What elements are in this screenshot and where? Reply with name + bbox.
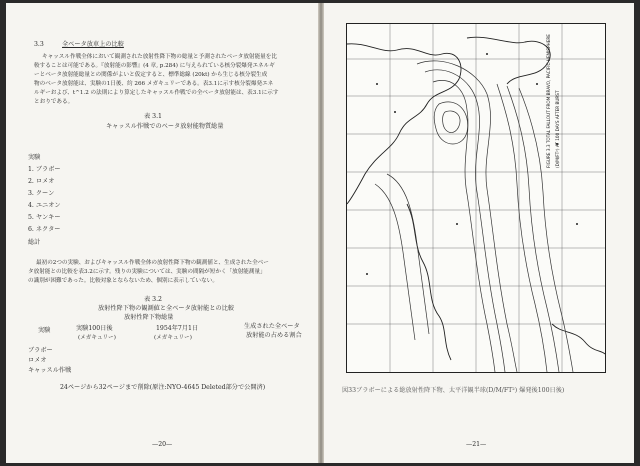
test-row: 4. ユニオン [28, 202, 61, 209]
map-units-label: (D/M/FT²) AT 100 DAYS AFTER BURST [555, 90, 560, 168]
right-page [324, 3, 634, 463]
test-row: 2. ロメオ [28, 178, 55, 185]
table2-header-test: 実験 [38, 327, 51, 334]
para1-line-1: キャッスル作戦全体において観測された放射性降下物の総量と予測されたベータ放射能量を比 [42, 54, 277, 60]
table2-header-col2-unit: (メガキュリー) [154, 335, 192, 341]
para1-line-5: ルギーおよび、t^1.2 の法則により算定したキャッスル作戦での全ベータ放射能は、表3.1に示す [34, 90, 279, 96]
test-row: 6. ネクター [28, 226, 61, 233]
figure-caption: 図33ブラボーによる総放射性降下物、太平洋観半球(D/M/FT²) 爆発後100日後) [342, 387, 565, 394]
left-page [6, 3, 318, 463]
deletion-footnote: 24ページから32ページまで削除(原注:NYO-4645 Deleted部分で公開済) [60, 384, 266, 391]
para2-line-3: の識別が困難であった。比較対象とならないため、個別に表示していない。 [28, 278, 218, 284]
table2-row: ブラボー [28, 347, 53, 354]
para2-line-1: 最初の2つの実験、およびキャッスル作戦全体の放射性降下物の観測値と、生成された全ベー [36, 260, 269, 266]
table2-title: 放射性降下物の観測値と全ベータ放射能との比較 [98, 305, 235, 312]
para1-line-3: ーとベータ放射能総量との関係がよいと仮定すると、標準総線 (20kt) から生じる核分裂生成 [34, 72, 268, 78]
table1-column-header: 実験 [28, 154, 41, 161]
section-number: 3.3 [34, 41, 44, 48]
para1-line-2: 較することは可能である。『放射能の影響』(4 章, p.284) に与えられている核分裂爆発エネルギ [34, 63, 275, 69]
table2-subtitle: 放射性降下物総量 [124, 314, 174, 321]
table2-header-col1-unit: (メガキュリー) [78, 335, 116, 341]
page-number: —20— [152, 441, 173, 448]
para1-line-6: とおりである。 [34, 99, 74, 105]
fallout-contour-map [346, 23, 606, 373]
map-title-label: FIGURE 3.3 TOTAL FALLOUT FROM BRAVO, PACIFIC HEMISPHERE [546, 34, 551, 168]
contour-map-figure [347, 24, 605, 372]
test-row: 1. ブラボー [28, 166, 61, 173]
table2-row: キャッスル作戦 [28, 367, 72, 374]
table2-number: 表 3.2 [144, 296, 162, 303]
para1-line-4: 物のベータ放射能は、実験の1日後、約 266 メガキュリーである。表3.1に示す核分裂爆発エネ [34, 81, 274, 87]
table2-header-col2: 1954年7月1日 [156, 325, 199, 332]
table1-total-label: 総計 [28, 239, 41, 246]
table2-header-col3-line1: 生成された全ベータ [244, 323, 300, 330]
table2-header-col3-line2: 放射能の占める割合 [246, 332, 302, 339]
para2-line-2: タ放射能との比較を表3.2に示す。残りの実験については、実験の間隔が短かく「放射能測量」 [28, 269, 266, 275]
table2-row: ロメオ [28, 357, 47, 364]
section-title: 全ベータ放車上の比較 [62, 41, 124, 48]
table1-title: キャッスル作戦でのベータ放射能物質総量 [106, 123, 224, 130]
page-number: —21— [466, 441, 487, 448]
table2-header-col1: 実験100日後 [76, 325, 113, 332]
table1-number: 表 3.1 [144, 113, 162, 120]
test-row: 3. クーン [28, 190, 55, 197]
test-row: 5. ヤンキー [28, 214, 61, 221]
